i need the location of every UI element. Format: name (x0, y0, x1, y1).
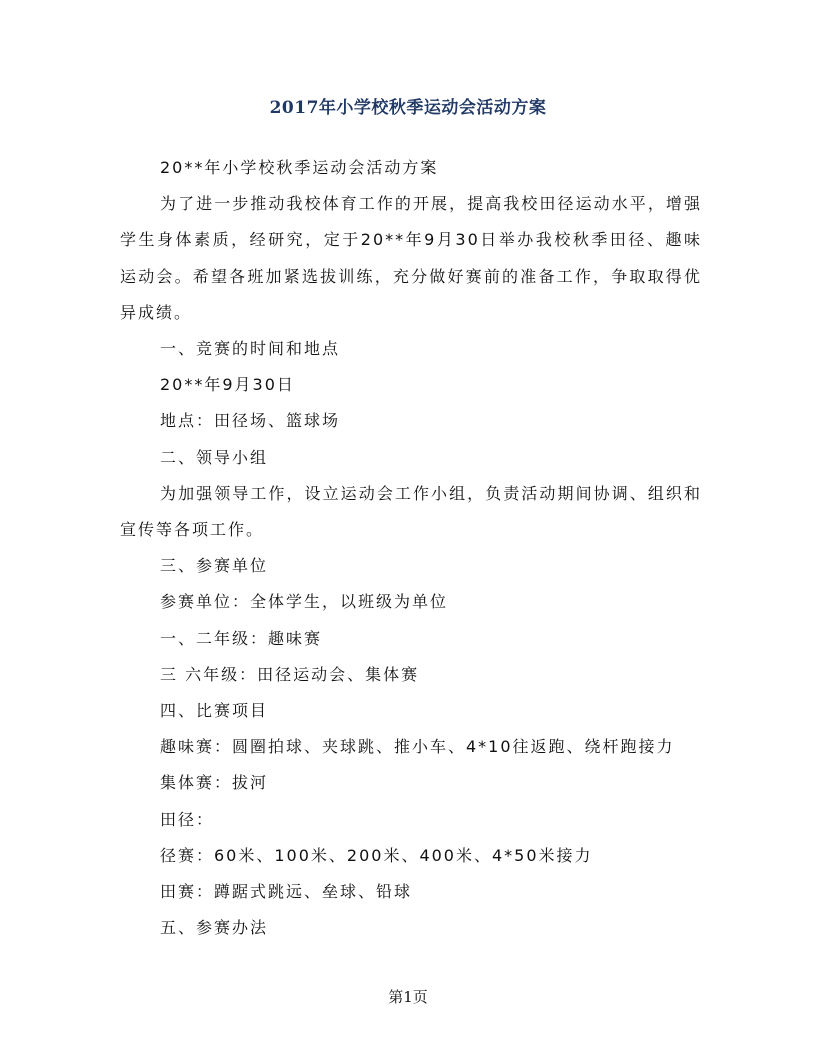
heading-rules: 五、参赛办法 (160, 918, 269, 938)
document-title: 2017年小学校秋季运动会活动方案 (269, 98, 547, 118)
paragraph-track-field: 田径： (160, 809, 215, 829)
page-number: 第1页 (388, 988, 428, 1006)
heading-events: 四、比赛项目 (160, 701, 269, 721)
paragraph-track-events: 径赛：60米、100米、200米、400米、4*50米接力 (160, 845, 593, 865)
paragraph-leadership: 为加强领导工作，设立运动会工作小组，负责活动期间协调、组织和宣传等各项工作。 (120, 483, 702, 540)
heading-leadership: 二、领导小组 (160, 447, 269, 467)
paragraph-group-events: 集体赛：拔河 (160, 773, 269, 793)
paragraph-field-events: 田赛：蹲踞式跳远、垒球、铅球 (160, 882, 413, 902)
heading-time-location: 一、竞赛的时间和地点 (160, 339, 341, 359)
paragraph-participants: 参赛单位：全体学生，以班级为单位 (160, 592, 449, 612)
paragraph-grade-1-2: 一、二年级：趣味赛 (160, 628, 323, 648)
heading-participants: 三、参赛单位 (160, 556, 269, 576)
paragraph-date: 20**年9月30日 (160, 375, 295, 395)
paragraph-subtitle: 20**年小学校秋季运动会活动方案 (160, 158, 439, 177)
paragraph-grade-3-6: 三 六年级：田径运动会、集体赛 (160, 664, 420, 684)
paragraph-intro: 为了进一步推动我校体育工作的开展，提高我校田径运动水平，增强学生身体素质，经研究，定于20**年9月30日举办我校秋季田径、趣味运动会。希望各班加紧选拔训练，充分做好赛前的准备工作，争取取得优异成绩。 (120, 194, 702, 322)
paragraph-fun-events: 趣味赛：圆圈拍球、夹球跳、推小车、4*10往返跑、绕杆跑接力 (160, 737, 675, 757)
paragraph-location: 地点：田径场、篮球场 (160, 411, 341, 431)
document-body (120, 150, 702, 946)
